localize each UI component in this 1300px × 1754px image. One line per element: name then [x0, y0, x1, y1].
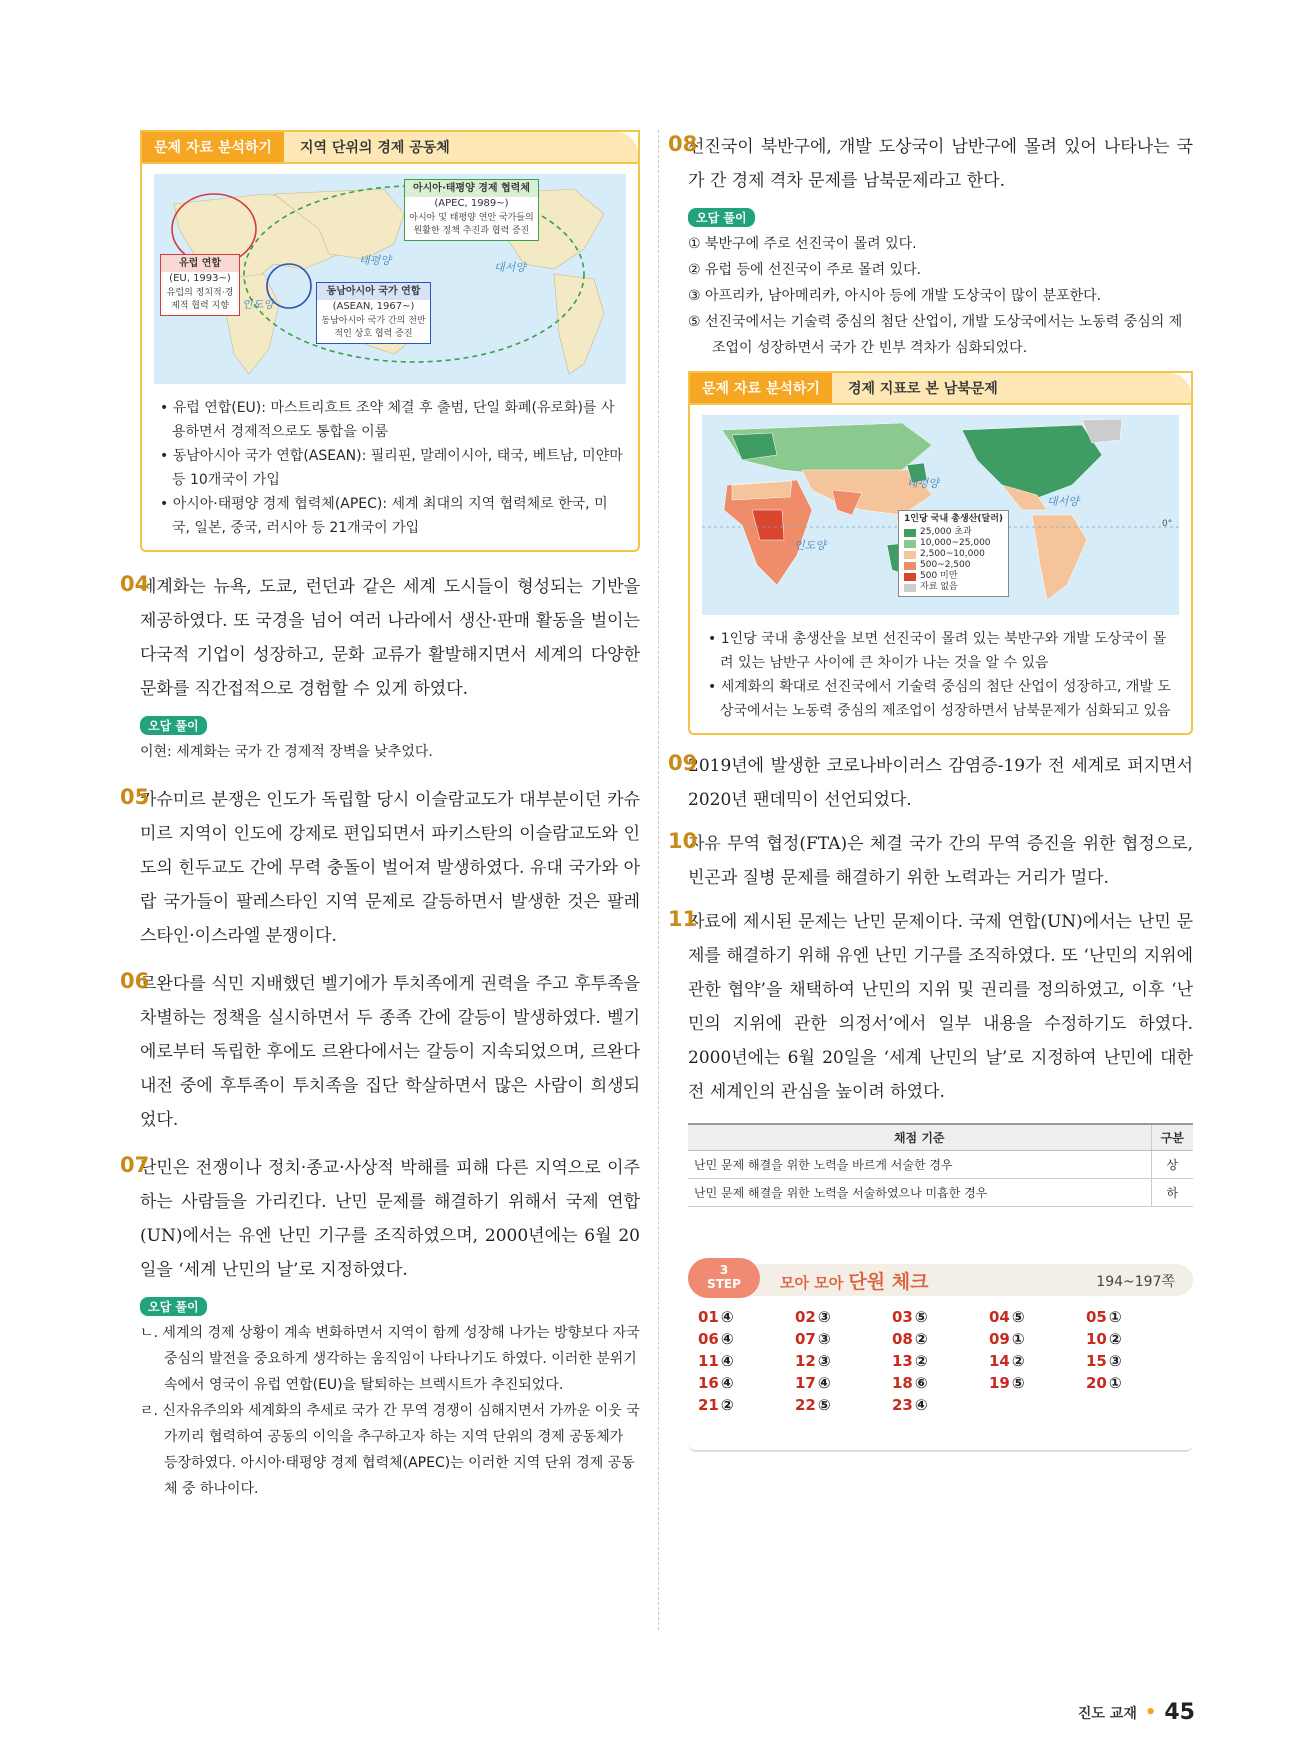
- answer-item: [892, 1396, 989, 1414]
- question-09: [668, 749, 1193, 817]
- question-number: 04: [120, 572, 150, 596]
- wrong-answer-note: 이현: 세계화는 국가 간 경제적 장벽을 낮추었다.: [140, 744, 433, 760]
- step-badge-label: STEP: [707, 1277, 741, 1291]
- table-header-row: [688, 1124, 1193, 1151]
- answer-item: [795, 1352, 892, 1370]
- answer-choice: ③: [817, 1330, 831, 1348]
- asean-title: 동남아시아 국가 연합: [317, 283, 430, 300]
- answer-item: [989, 1308, 1086, 1326]
- bullet-item: • 1인당 국내 총생산을 보면 선진국이 몰려 있는 북반구와 개발 도상국이 몰려 있는 남반구 사이에 큰 차이가 나는 것을 알 수 있음: [708, 631, 1167, 671]
- answer-item: [795, 1374, 892, 1392]
- question-number: 11: [668, 907, 698, 931]
- legend-swatch: [904, 529, 916, 537]
- answer-item: [1086, 1330, 1183, 1348]
- wrong-answer-item: ③ 아프리카, 남아메리카, 아시아 등에 개발 도상국이 많이 분포한다.: [688, 288, 1102, 304]
- bullet-item: • 아시아·태평양 경제 협력체(APEC): 세계 최대의 지역 협력체로 한국, 미국, 일본, 중국, 러시아 등 21개국이 가입: [160, 496, 608, 536]
- answer-item: [892, 1352, 989, 1370]
- eu-sub: (EU, 1993~): [169, 273, 231, 284]
- answer-choice: ⑤: [914, 1308, 928, 1326]
- question-04: [120, 570, 640, 765]
- table-row: [688, 1151, 1193, 1179]
- legend-swatch: [904, 551, 916, 559]
- question-answer-text: 르완다를 식민 지배했던 벨기에가 투치족에게 권력을 주고 후투족을 차별하는 정책을 실시하면서 두 종족 간에 갈등이 발생하였다. 벨기에로부터 독립한 후에도 르완다에서는 갈등이 지속되었으며, 르완다 내전 중에 후투족이 투치족을 집단 학살하면서 많은 사람이 희생되었다.: [140, 974, 640, 1130]
- answer-item: [892, 1308, 989, 1326]
- answer-choice: ④: [720, 1374, 734, 1392]
- answer-number: 02: [795, 1308, 816, 1326]
- question-answer-text: 난민은 전쟁이나 정치·종교·사상적 박해를 피해 다른 지역으로 이주하는 사람들을 가리킨다. 난민 문제를 해결하기 위해서 국제 연합(UN)에서는 유엔 난민 기구를 조직하였으며, 2000년에는 6월 20일을 ‘세계 난민의 날’로 지정하였다.: [140, 1158, 640, 1280]
- table-cell: 상: [1151, 1151, 1193, 1179]
- wrong-answer-item: ① 북반구에 주로 선진국이 몰려 있다.: [688, 236, 917, 252]
- answer-number: 04: [989, 1308, 1010, 1326]
- economic-community-map: [154, 174, 626, 384]
- legend-swatch: [904, 562, 916, 570]
- answer-number: 03: [892, 1308, 913, 1326]
- answer-item: [795, 1308, 892, 1326]
- answer-choice: ②: [1011, 1352, 1025, 1370]
- question-number: 10: [668, 829, 698, 853]
- table-cell: 난민 문제 해결을 위한 노력을 바르게 서술한 경우: [688, 1151, 1151, 1179]
- apec-title: 아시아·태평양 경제 협력체: [405, 180, 538, 197]
- footer-label: 진도 교재: [1077, 1705, 1137, 1722]
- equator-label: 0°: [1162, 519, 1173, 529]
- question-number: 07: [120, 1153, 150, 1177]
- unit-check-title-prefix: 모아 모아: [780, 1273, 844, 1292]
- answer-choice: ②: [720, 1396, 734, 1414]
- answer-item: [698, 1308, 795, 1326]
- indian-ocean-label: 인도양: [794, 539, 826, 552]
- atlantic-ocean-label: 대서양: [494, 261, 526, 274]
- answer-choice: ⑤: [1011, 1374, 1025, 1392]
- answer-item: [892, 1374, 989, 1392]
- wrong-answer-tag: 오답 풀이: [140, 716, 207, 735]
- unit-check-title-main: 단원 체크: [848, 1270, 929, 1293]
- answer-choice: ④: [720, 1352, 734, 1370]
- table-header: 구분: [1151, 1124, 1193, 1151]
- indian-ocean-label: 인도양: [242, 298, 274, 311]
- answer-choice: ①: [1011, 1330, 1025, 1348]
- question-11: [668, 905, 1193, 1207]
- answer-number: 11: [698, 1352, 719, 1370]
- answer-choice: ②: [914, 1330, 928, 1348]
- question-answer-text: 자유 무역 협정(FTA)은 체결 국가 간의 무역 증진을 위한 협정으로, 빈곤과 질병 문제를 해결하기 위한 노력과는 거리가 멀다.: [688, 834, 1193, 888]
- legend-label: 500~2,500: [920, 560, 971, 570]
- pacific-ocean-label: 태평양: [907, 477, 939, 490]
- analysis-tab-label: 문제 자료 분석하기: [142, 132, 284, 162]
- analysis-box-north-south: [688, 371, 1193, 735]
- wrong-answer-list: [688, 231, 1193, 361]
- legend-item: [904, 538, 1003, 549]
- question-answer-text: 카슈미르 분쟁은 인도가 독립할 당시 이슬람교도가 대부분이던 카슈미르 지역이 인도에 강제로 편입되면서 파키스탄의 이슬람교도와 인도의 힌두교도 간에 무력 충돌이 벌어져 발생하였다. 유대 국가와 아랍 국가들이 팔레스타인 지역 문제로 갈등하면서 발생한 것은 팔레스타인·이스라엘 분쟁이다.: [140, 790, 640, 946]
- wrong-answer-item: ㄹ. 신자유주의와 세계화의 추세로 국가 간 무역 경쟁이 심해지면서 가까운 이웃 국가끼리 협력하여 공동의 이익을 추구하고자 하는 지역 단위의 경제 공동체가 등장하였다. 아시아·태평양 경제 협력체(APEC)는 이러한 지역 단위 경제 공동체 중 하나이다.: [140, 1403, 640, 1497]
- answer-choice: ③: [817, 1308, 831, 1326]
- answer-number: 14: [989, 1352, 1010, 1370]
- question-answer-text: 세계화는 뉴욕, 도쿄, 런던과 같은 세계 도시들이 형성되는 기반을 제공하였다. 또 국경을 넘어 여러 나라에서 생산·판매 활동을 벌이는 다국적 기업이 성장하고, 문화 교류가 활발해지면서 세계의 다양한 문화를 직간접적으로 경험할 수 있게 하였다.: [140, 577, 640, 699]
- answer-choice: ②: [914, 1352, 928, 1370]
- legend-label: 500 미만: [920, 571, 958, 581]
- answer-item: [698, 1396, 795, 1414]
- wrong-answer-tag: 오답 풀이: [140, 1297, 207, 1316]
- wrong-answer-tag: 오답 풀이: [688, 208, 755, 227]
- question-10: [668, 827, 1193, 895]
- answer-item: [892, 1330, 989, 1348]
- answer-choice: ⑥: [914, 1374, 928, 1392]
- answer-item: [1086, 1308, 1183, 1326]
- analysis-box-tab: [142, 132, 638, 164]
- legend-item: [904, 549, 1003, 560]
- answer-item: [989, 1352, 1086, 1370]
- question-number: 09: [668, 751, 698, 775]
- answer-choice: ②: [1108, 1330, 1122, 1348]
- legend-swatch: [904, 584, 916, 592]
- answer-number: 18: [892, 1374, 913, 1392]
- answer-grid: [688, 1296, 1193, 1414]
- wrong-answer-list: [140, 1320, 640, 1502]
- answer-choice: ⑤: [1011, 1308, 1025, 1326]
- page-number: 45: [1164, 1700, 1195, 1725]
- right-column: [668, 130, 1193, 1207]
- legend-swatch: [904, 540, 916, 548]
- answer-number: 23: [892, 1396, 913, 1414]
- legend-item: [904, 527, 1003, 538]
- footer-dot-icon: •: [1144, 1702, 1157, 1723]
- question-answer-text: 2019년에 발생한 코로나바이러스 감염증-19가 전 세계로 퍼지면서 2020년 팬데믹이 선언되었다.: [688, 756, 1193, 810]
- analysis-tab-title: 지역 단위의 경제 공동체: [284, 132, 638, 162]
- answer-choice: ①: [1108, 1308, 1122, 1326]
- left-column: [120, 130, 640, 1502]
- gdp-legend: [898, 510, 1009, 597]
- apec-label-box: [404, 179, 539, 241]
- question-number: 05: [120, 785, 150, 809]
- question-05: [120, 783, 640, 953]
- answer-number: 20: [1086, 1374, 1107, 1392]
- answer-item: [698, 1330, 795, 1348]
- answer-choice: ④: [817, 1374, 831, 1392]
- question-answer-text: 자료에 제시된 문제는 난민 문제이다. 국제 연합(UN)에서는 난민 문제를 해결하기 위해 유엔 난민 기구를 조직하였다. 또 ‘난민의 지위에 관한 협약’을 채택하여 난민의 지위 및 권리를 정의하였고, 이후 ‘난민의 지위에 관한 의정서’에서 일부 내용을 수정하기도 하였다. 2000년에는 6월 20일을 ‘세계 난민의 날’로 지정하여 난민에 대한 전 세계인의 관심을 높이려 하였다.: [688, 912, 1193, 1102]
- legend-swatch: [904, 573, 916, 581]
- unit-check-pages: 194~197쪽: [1096, 1274, 1175, 1290]
- wrong-answer-item: ② 유럽 등에 선진국이 주로 몰려 있다.: [688, 262, 922, 278]
- column-divider: [658, 130, 659, 1630]
- gdp-world-map: [702, 415, 1179, 615]
- answer-number: 12: [795, 1352, 816, 1370]
- answer-item: [795, 1396, 892, 1414]
- answer-number: 17: [795, 1374, 816, 1392]
- legend-title: 1인당 국내 총생산(달러): [904, 514, 1004, 524]
- eu-title: 유럽 연합: [161, 255, 239, 272]
- answer-number: 05: [1086, 1308, 1107, 1326]
- table-row: [688, 1179, 1193, 1207]
- answer-number: 13: [892, 1352, 913, 1370]
- analysis-tab-title: 경제 지표로 본 남북문제: [832, 373, 1191, 403]
- answer-item: [795, 1330, 892, 1348]
- step-badge-number: 3: [719, 1263, 729, 1277]
- answer-choice: ③: [1108, 1352, 1122, 1370]
- answer-item: [698, 1352, 795, 1370]
- step-badge: [688, 1258, 760, 1298]
- answer-item: [989, 1330, 1086, 1348]
- answer-number: 22: [795, 1396, 816, 1414]
- legend-item: [904, 571, 1003, 582]
- analysis-box-economic-community: [140, 130, 640, 552]
- eu-desc: 유럽의 정치적·경제적 협력 지향: [166, 288, 234, 311]
- page-footer: [1078, 1700, 1195, 1725]
- answer-number: 21: [698, 1396, 719, 1414]
- pacific-ocean-label: 태평양: [359, 254, 391, 267]
- answer-item: [1086, 1374, 1183, 1392]
- answer-number: 09: [989, 1330, 1010, 1348]
- answer-choice: ④: [720, 1330, 734, 1348]
- answer-choice: ④: [914, 1396, 928, 1414]
- answer-choice: ①: [1108, 1374, 1122, 1392]
- bullet-item: • 세계화의 확대로 선진국에서 기술력 중심의 첨단 산업이 성장하고, 개발 도상국에서는 노동력 중심의 제조업이 성장하면서 남북문제가 심화되고 있음: [708, 679, 1171, 719]
- question-06: [120, 967, 640, 1137]
- answer-number: 16: [698, 1374, 719, 1392]
- eu-label-box: [160, 254, 240, 316]
- answer-number: 08: [892, 1330, 913, 1348]
- answer-item: [989, 1374, 1086, 1392]
- analysis-box-bullets: [142, 390, 638, 550]
- unit-check-answers: [688, 1264, 1193, 1452]
- wrong-answer-item: ⑤ 선진국에서는 기술력 중심의 첨단 산업이, 개발 도상국에서는 노동력 중심의 제조업이 성장하면서 국가 간 빈부 격차가 심화되었다.: [688, 314, 1183, 356]
- answer-number: 06: [698, 1330, 719, 1348]
- asean-desc: 동남아시아 국가 간의 전반적인 상호 협력 증진: [321, 316, 426, 339]
- legend-label: 자료 없음: [920, 582, 958, 592]
- apec-sub: (APEC, 1989~): [434, 198, 509, 209]
- answer-choice: ④: [720, 1308, 734, 1326]
- answer-number: 19: [989, 1374, 1010, 1392]
- legend-label: 25,000 초과: [920, 527, 972, 537]
- legend-label: 2,500~10,000: [920, 549, 985, 559]
- table-cell: 난민 문제 해결을 위한 노력을 서술하였으나 미흡한 경우: [688, 1179, 1151, 1207]
- legend-item: [904, 582, 1003, 593]
- analysis-box-tab: [690, 373, 1191, 405]
- answer-item: [698, 1374, 795, 1392]
- asean-sub: (ASEAN, 1967~): [332, 301, 415, 312]
- analysis-box-bullets: [690, 621, 1191, 733]
- answer-number: 10: [1086, 1330, 1107, 1348]
- table-cell: 하: [1151, 1179, 1193, 1207]
- table-header: 채점 기준: [688, 1124, 1151, 1151]
- answer-item: [1086, 1352, 1183, 1370]
- question-number: 08: [668, 132, 698, 156]
- apec-desc: 아시아 및 태평양 연안 국가들의 원활한 정책 추진과 협력 증진: [409, 213, 534, 236]
- answer-number: 07: [795, 1330, 816, 1348]
- asean-label-box: [316, 282, 431, 344]
- question-08: [668, 130, 1193, 361]
- wrong-answer-item: ㄴ. 세계의 경제 상황이 계속 변화하면서 지역이 함께 성장해 나가는 방향보다 자국 중심의 발전을 중요하게 생각하는 움직임이 나타나기도 하였다. 이러한 분위기 속에서 영국이 유럽 연합(EU)을 탈퇴하는 브렉시트가 추진되었다.: [140, 1325, 640, 1393]
- question-07: [120, 1151, 640, 1502]
- answer-number: 01: [698, 1308, 719, 1326]
- scoring-table: [688, 1123, 1193, 1207]
- bullet-item: • 동남아시아 국가 연합(ASEAN): 필리핀, 말레이시아, 태국, 베트남, 미얀마 등 10개국이 가입: [160, 448, 623, 488]
- legend-item: [904, 560, 1003, 571]
- answer-choice: ③: [817, 1352, 831, 1370]
- legend-label: 10,000~25,000: [920, 538, 991, 548]
- answer-choice: ⑤: [817, 1396, 831, 1414]
- bullet-item: • 유럽 연합(EU): 마스트리흐트 조약 체결 후 출범, 단일 화폐(유로화)를 사용하면서 경제적으로도 통합을 이룸: [160, 400, 615, 440]
- answer-number: 15: [1086, 1352, 1107, 1370]
- unit-check-header: [688, 1264, 1193, 1296]
- unit-check-title: [780, 1267, 928, 1294]
- analysis-tab-label: 문제 자료 분석하기: [690, 373, 832, 403]
- atlantic-ocean-label: 대서양: [1047, 495, 1079, 508]
- question-number: 06: [120, 969, 150, 993]
- question-answer-text: 선진국이 북반구에, 개발 도상국이 남반구에 몰려 있어 나타나는 국가 간 경제 격차 문제를 남북문제라고 한다.: [688, 137, 1193, 191]
